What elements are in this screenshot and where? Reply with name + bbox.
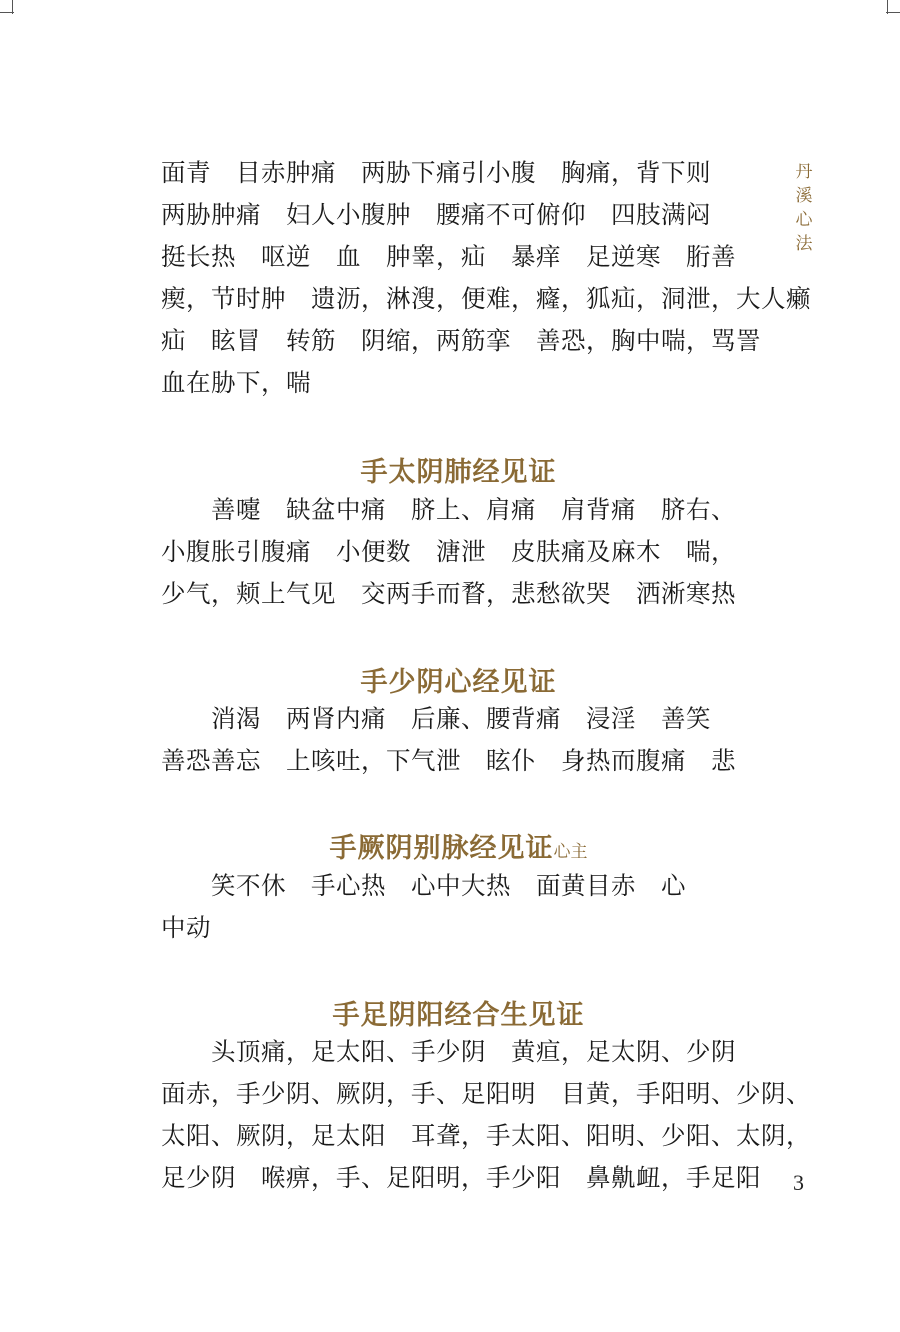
text-line: 足少阴 喉痹，手、足阳明，手少阳 鼻鼽衄，手足阳	[161, 1163, 761, 1192]
running-head-char: 心	[795, 210, 813, 230]
page-number: 3	[793, 1170, 804, 1195]
text-line: 少气，颊上气见 交两手而瞀，悲愁欲哭 洒淅寒热	[161, 579, 736, 608]
section-title	[161, 993, 756, 1032]
section-title-text: 手太阴肺经见证	[360, 457, 557, 488]
section-body	[161, 698, 756, 782]
text-line: 面青 目赤肿痛 两胁下痛引小腹 胸痛，背下则	[161, 158, 711, 187]
section-title-text: 手少阴心经见证	[360, 667, 557, 698]
section-body	[161, 865, 756, 949]
running-head-char: 法	[795, 234, 813, 254]
intro-paragraph	[161, 152, 811, 404]
crop-mark	[886, 12, 900, 13]
text-line: 两胁肿痛 妇人小腹肿 腰痛不可俯仰 四肢满闷	[161, 200, 711, 229]
text-line: 太阳、厥阴，足太阳 耳聋，手太阳、阳明、少阳、太阴，	[161, 1121, 811, 1150]
text-line: 面赤，手少阴、厥阴，手、足阳明 目黄，手阳明、少阴、	[161, 1079, 811, 1108]
text-line: 头顶痛，足太阳、手少阴 黄疸，足太阴、少阴	[161, 1037, 736, 1066]
section-title	[161, 450, 756, 489]
section-title-text: 手厥阴别脉经见证	[329, 833, 554, 864]
text-line: 笑不休 手心热 心中大热 面黄目赤 心	[161, 871, 686, 900]
section-title	[161, 660, 756, 699]
text-line: 血在胁下，喘	[161, 368, 311, 397]
crop-mark	[12, 0, 13, 14]
crop-mark	[887, 0, 888, 14]
text-line: 中动	[161, 913, 211, 942]
section-title-text: 手足阴阳经合生见证	[332, 1000, 585, 1031]
running-head	[792, 160, 816, 256]
text-line: 瘈，节时肿 遗沥，淋溲，便难，癃，狐疝，洞泄，大人癞	[161, 284, 811, 313]
section-title	[161, 826, 756, 865]
text-line: 善恐善忘 上咳吐，下气泄 眩仆 身热而腹痛 悲	[161, 746, 736, 775]
text-line: 疝 眩冒 转筋 阴缩，两筋挛 善恐，胸中喘，骂詈	[161, 326, 761, 355]
running-head-char: 丹	[795, 162, 813, 182]
text-line: 善嚏 缺盆中痛 脐上、肩痛 肩背痛 脐右、	[161, 495, 736, 524]
section-body	[161, 1031, 811, 1199]
section-body	[161, 489, 756, 615]
text-line: 小腹胀引腹痛 小便数 溏泄 皮肤痛及麻木 喘，	[161, 537, 736, 566]
running-head-char: 溪	[795, 186, 813, 206]
text-line: 消渴 两肾内痛 后廉、腰背痛 浸淫 善笑	[161, 704, 711, 733]
section-title-note: 心主	[553, 842, 588, 862]
text-line: 挺长热 呕逆 血 肿睾，疝 暴痒 足逆寒 胻善	[161, 242, 736, 271]
